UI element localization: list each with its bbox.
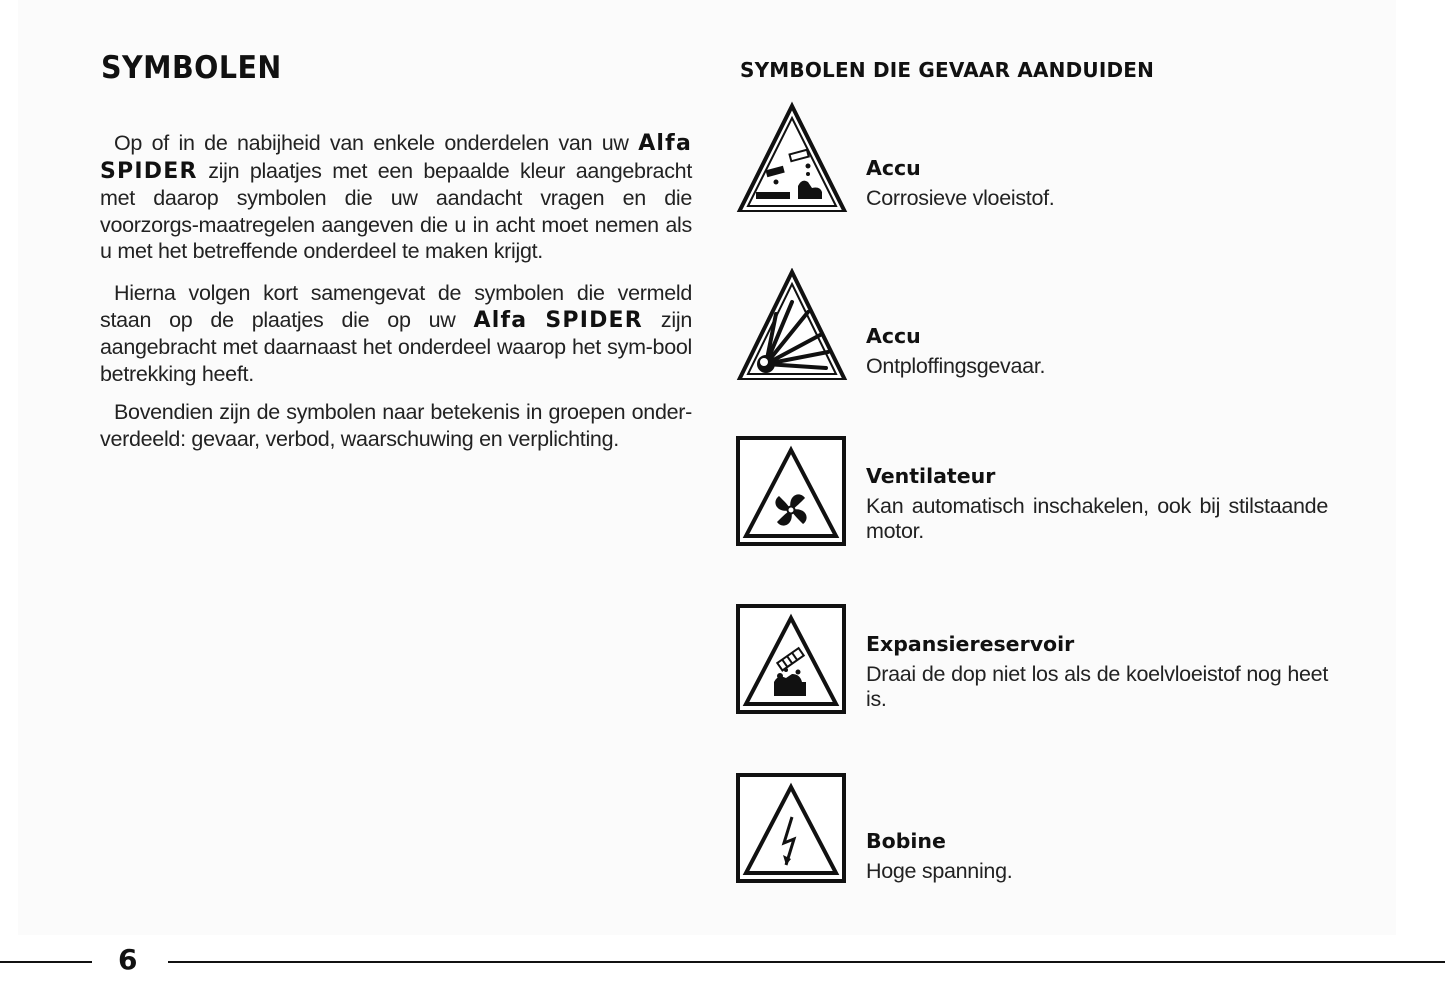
symbol-label: Bobine — [866, 829, 946, 853]
grouping-text: Bovendien zijn de symbolen naar betekenis in groepen onder-verdeeld: gevaar, verbod, waarschuwing en verplichting. — [100, 400, 692, 451]
brand-alfa: Alfa — [638, 131, 692, 156]
page-number: 6 — [118, 943, 138, 976]
grouping-paragraph — [100, 399, 692, 452]
fan-icon — [736, 436, 848, 548]
symbol-description: Draai de dop niet los als de koelvloeistof nog heet is. — [866, 662, 1328, 711]
symbol-description: Corrosieve vloeistof. — [866, 186, 1055, 210]
symbol-row-battery-explosion — [736, 268, 1336, 388]
symbol-label: Accu — [866, 156, 921, 180]
symbol-label: Expansiereservoir — [866, 632, 1075, 656]
footer-rule-right — [168, 961, 1445, 963]
symbol-row-expansion-tank — [736, 604, 1336, 724]
symbol-row-ignition-coil — [736, 773, 1336, 893]
symbol-label: Ventilateur — [866, 464, 996, 488]
intro-text-a: Op of in de nabijheid van enkele onderdelen van uw — [114, 131, 639, 155]
summary-paragraph — [100, 280, 692, 387]
corrosive-icon — [736, 100, 848, 212]
explosion-icon — [736, 268, 848, 380]
symbol-description: Kan automatisch inschakelen, ook bij stilstaande motor. — [866, 494, 1328, 543]
brand-alfa: Alfa — [473, 307, 528, 333]
section-title: SYMBOLEN DIE GEVAAR AANDUIDEN — [740, 58, 1155, 82]
high-voltage-icon — [736, 773, 848, 885]
symbol-description: Ontploffingsgevaar. — [866, 354, 1046, 378]
brand-spider: SPIDER — [100, 158, 198, 184]
symbol-label: Accu — [866, 324, 921, 348]
summary-text-a: Hierna volgen kort samengevat de symbolen die vermeld staan op de plaatjes die op uw — [100, 281, 692, 332]
hot-coolant-icon — [736, 604, 848, 716]
symbol-description: Hoge spanning. — [866, 859, 1013, 883]
symbol-row-battery-corrosive — [736, 100, 1336, 220]
footer-rule-left — [0, 961, 92, 963]
page-title: SYMBOLEN — [101, 50, 282, 86]
summary-text-b: zijn aangebracht met daarnaast het onderdeel waarop het sym-bool betrekking heeft. — [100, 307, 692, 386]
intro-text-b: zijn plaatjes met een bepaalde kleur aangebracht met daarop symbolen die uw aandacht vragen en die voorzorgs-maatregelen aangeven die u in acht moet nemen als u met het betreffende onderdeel te maken krijgt. — [100, 158, 692, 263]
intro-paragraph — [100, 130, 692, 265]
symbol-row-fan — [736, 436, 1336, 556]
brand-spider: SPIDER — [545, 307, 643, 333]
